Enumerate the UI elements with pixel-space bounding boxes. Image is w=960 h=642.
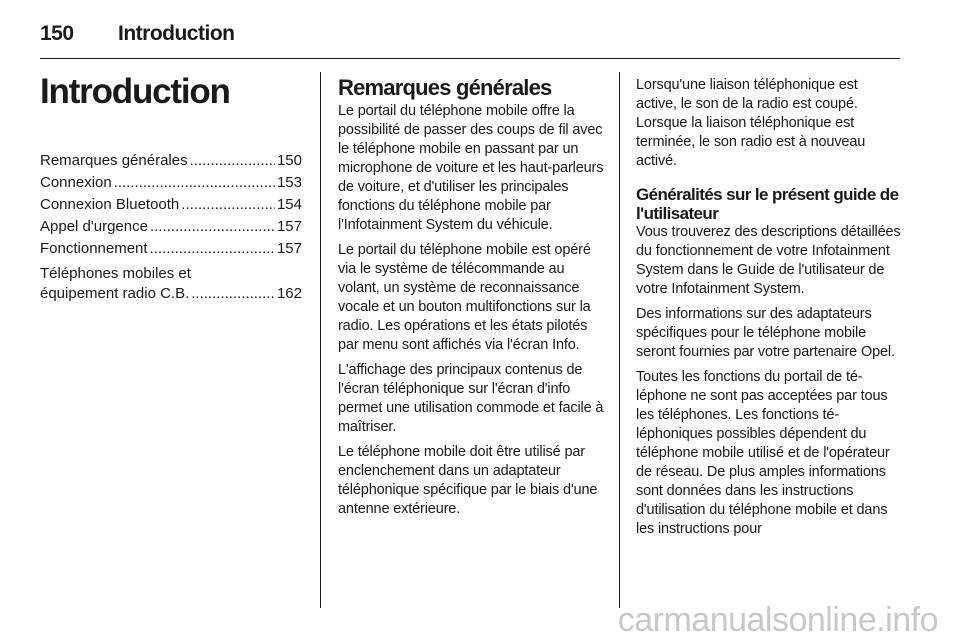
toc-leader — [114, 172, 275, 194]
paragraph: L'affichage des principaux contenus de l'écran téléphonique sur l'écran d'info permet une utilisation commode et facile à maîtriser. — [338, 362, 604, 435]
column-2 — [338, 72, 604, 525]
section-heading: Remarques générales — [338, 75, 552, 100]
toc-entry-page: 153 — [276, 174, 302, 191]
watermark: carmanualsonline.info — [617, 601, 938, 639]
toc-entry-label: Connexion Bluetooth — [40, 196, 180, 213]
toc-entry-label: Fonctionnement — [40, 240, 148, 257]
paragraph: Le portail du téléphone mobile offre la possibilité de passer des coups de fil avec le téléphone mobile en passant par un microphone de voiture et les haut-parleurs de voiture, et d'utiliser les principales fonctions du téléphone mobile par l'Infotainment System du véhicule. — [338, 103, 604, 233]
paragraph: Le téléphone mobile doit être utilisé par enclenchement dans un adaptateur téléphonique spécifique par le biais d'une antenne extérieure. — [338, 444, 598, 517]
running-section-title: Introduction — [118, 22, 235, 45]
paragraph: Des informations sur des adaptateurs spécifiques pour le téléphone mobile seront fournies par votre partenaire Opel. — [636, 306, 895, 360]
toc-entry-line2 — [40, 283, 302, 305]
chapter-title: Introduction — [40, 72, 230, 111]
toc-entry[interactable] — [40, 172, 302, 194]
toc-entry-page: 157 — [276, 240, 302, 257]
subsection-heading: Généralités sur le présent guide de l'utilisateur — [636, 185, 899, 223]
toc-leader — [191, 283, 275, 305]
page-number: 150 — [40, 22, 74, 45]
paragraph: Toutes les fonctions du portail de téléphone ne sont pas acceptées par tous les téléphones. Les fonctions téléphoniques possibles dépendent du téléphone mobile utilisé et de l'opérateur de réseau. De plus amples informations sont données dans les instructions d'utilisation du téléphone mobile et dans les instructions pour — [636, 369, 890, 537]
toc-entry[interactable] — [40, 238, 302, 260]
toc-leader — [150, 238, 275, 260]
column-1 — [40, 72, 302, 305]
toc-entry-label-line1: Téléphones mobiles et — [40, 265, 191, 282]
toc-entry-label: Remarques générales — [40, 152, 188, 169]
paragraph: Vous trouverez des descriptions détaillées du fonctionnement de votre Infotainment System dans le Guide de l'utilisateur de votre Infotainment System. — [636, 224, 901, 297]
toc-entry-label: Appel d'urgence — [40, 218, 148, 235]
toc-leader — [150, 216, 275, 238]
toc-entry-page: 154 — [276, 196, 302, 213]
paragraph: Lorsqu'une liaison téléphonique est active, le son de la radio est coupé. Lorsque la liaison téléphonique est terminée, le son radio est à nouveau activé. — [636, 77, 866, 169]
toc-leader — [181, 194, 275, 216]
toc-entry-page: 150 — [276, 152, 302, 169]
toc-entry-page: 157 — [276, 218, 302, 235]
column-divider-2 — [619, 72, 620, 608]
toc-entry-multiline[interactable] — [40, 264, 302, 305]
header-rule — [40, 58, 900, 59]
toc-entry[interactable] — [40, 150, 302, 172]
toc-entry-label-line2: équipement radio C.B. — [40, 285, 190, 302]
page-header — [40, 18, 900, 58]
toc-entry-label: Connexion — [40, 174, 112, 191]
toc-entry[interactable] — [40, 216, 302, 238]
table-of-contents — [40, 150, 302, 305]
toc-entry-page: 162 — [276, 285, 302, 302]
column-3 — [636, 72, 902, 545]
paragraph: Le portail du téléphone mobile est opéré via le système de télécommande au volant, un système de reconnaissance vocale et un bouton multifonctions sur la radio. Les opérations et les états pilotés par menu sont affichés via l'écran Info. — [338, 242, 591, 353]
column-divider-1 — [320, 72, 321, 608]
toc-leader — [190, 150, 275, 172]
toc-entry[interactable] — [40, 194, 302, 216]
